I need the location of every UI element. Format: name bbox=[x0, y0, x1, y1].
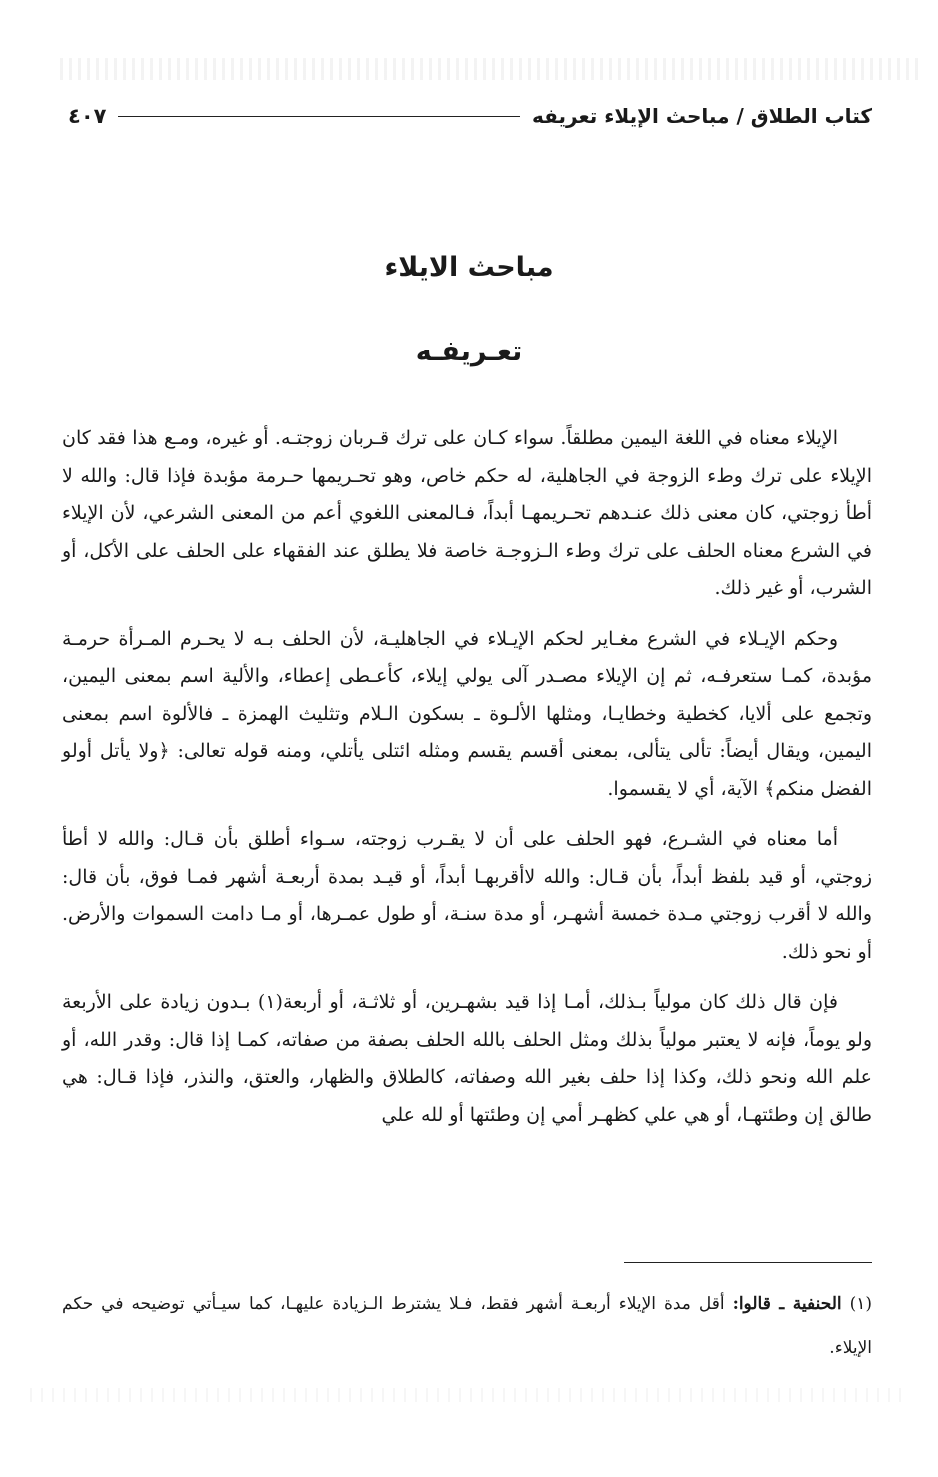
section-subtitle: تعـريفـه bbox=[415, 336, 523, 367]
footnote-marker: (١) bbox=[849, 1294, 873, 1314]
scan-noise-top bbox=[60, 58, 918, 80]
footnote-text: أقل مدة الإيلاء أربعـة أشهر فقط، فـلا يشترط الـزيادة عليهـا، كما سيـأتي توضيحه في حكم الإيلاء. bbox=[62, 1294, 872, 1358]
paragraph: وحكم الإيـلاء في الشرع مغـاير لحكم الإيـلاء في الجاهليـة، لأن الحلف بـه لا يحـرم المـرأة حرمـة مؤبدة، كمـا ستعرفـه، ثم إن الإيلاء مصـدر آلى يولي إيلاء، كأعـطى إعطاء، والألية اسم بمعنى اليمين، وتجمع على ألايا، كخطية وخطايـا، ومثلها الألـوة ـ بسكون الـلام وتثليث الهمزة ـ فالألوة اسم بمعنى اليمين، ويقال أيضاً: تألى يتألى، بمعنى أقسم يقسم ومثله ائتلى يأتلي، ومنه قوله تعالى: ﴿ولا يأتل أولو الفضل منكم﴾ الآية، أي لا يقسموا. bbox=[62, 627, 872, 800]
paragraph: أما معناه في الشـرع، فهو الحلف على أن لا يقـرب زوجته، سـواء أطلق بأن قـال: والله لا أطأ زوجتي، أو قيد بلفظ أبداً، بأن قـال: والله لاأقربهـا أبداً، أو قيـد بمدة أربعـة أشهر فمـا فوق، بأن قال: والله لا أقرب زوجتي مـدة خمسة أشهـر، أو مدة سنـة، أو طول عمـرها، أو مـا دامت السموات والأرض. أو نحو ذلك. bbox=[62, 828, 872, 963]
footnote bbox=[62, 1282, 872, 1370]
body-text bbox=[62, 420, 872, 1147]
page-number: ٤٠٧ bbox=[68, 104, 107, 128]
section-title: مباحث الايلاء bbox=[384, 252, 554, 283]
scan-noise-bottom bbox=[30, 1388, 908, 1402]
running-header bbox=[68, 96, 872, 136]
header-title: كتاب الطلاق / مباحث الإيلاء تعريفه bbox=[531, 104, 872, 128]
paragraph: الإيلاء معناه في اللغة اليمين مطلقاً. سواء كـان على ترك قـربان زوجتـه. أو غيره، ومـع هذا فقد كان الإيلاء على ترك وطء الزوجة في الجاهلية، له حكم خاص، وهو تحـريمها حـرمة مؤبدة فإذا قال: والله لا أطأ زوجتي، كان معنى ذلك عنـدهم تحـريمهـا أبداً، فـالمعنى اللغوي أعم من المعنى الشرعي، لأن الإيلاء في الشرع معناه الحلف على ترك وطء الـزوجـة خاصة فلا يطلق عند الفقهاء على الحلف على الأكل، أو الشرب، أو غير ذلك. bbox=[62, 427, 872, 599]
footnote-divider bbox=[624, 1262, 872, 1263]
header-rule bbox=[118, 116, 520, 117]
footnote-term: الحنفية ـ قالوا: bbox=[732, 1294, 842, 1314]
paragraph: فإن قال ذلك كان مولياً بـذلك، أمـا إذا قيد بشهـرين، أو ثلاثـة، أو أربعة(١) بـدون زيادة على الأربعة ولو يوماً، فإنه لا يعتبر مولياً بذلك ومثل الحلف بالله الحلف بصفة من صفاته، كمـا إذا قال: وقدر الله، أو علم الله ونحو ذلك، وكذا إذا حلف بغير الله وصفاته، كالطلاق والظهار، والعتق، والنذر، فإذا قـال: هي طالق إن وطئتهـا، أو هي علي كظهـر أمي إن وطئتها أو لله علي bbox=[62, 991, 872, 1126]
